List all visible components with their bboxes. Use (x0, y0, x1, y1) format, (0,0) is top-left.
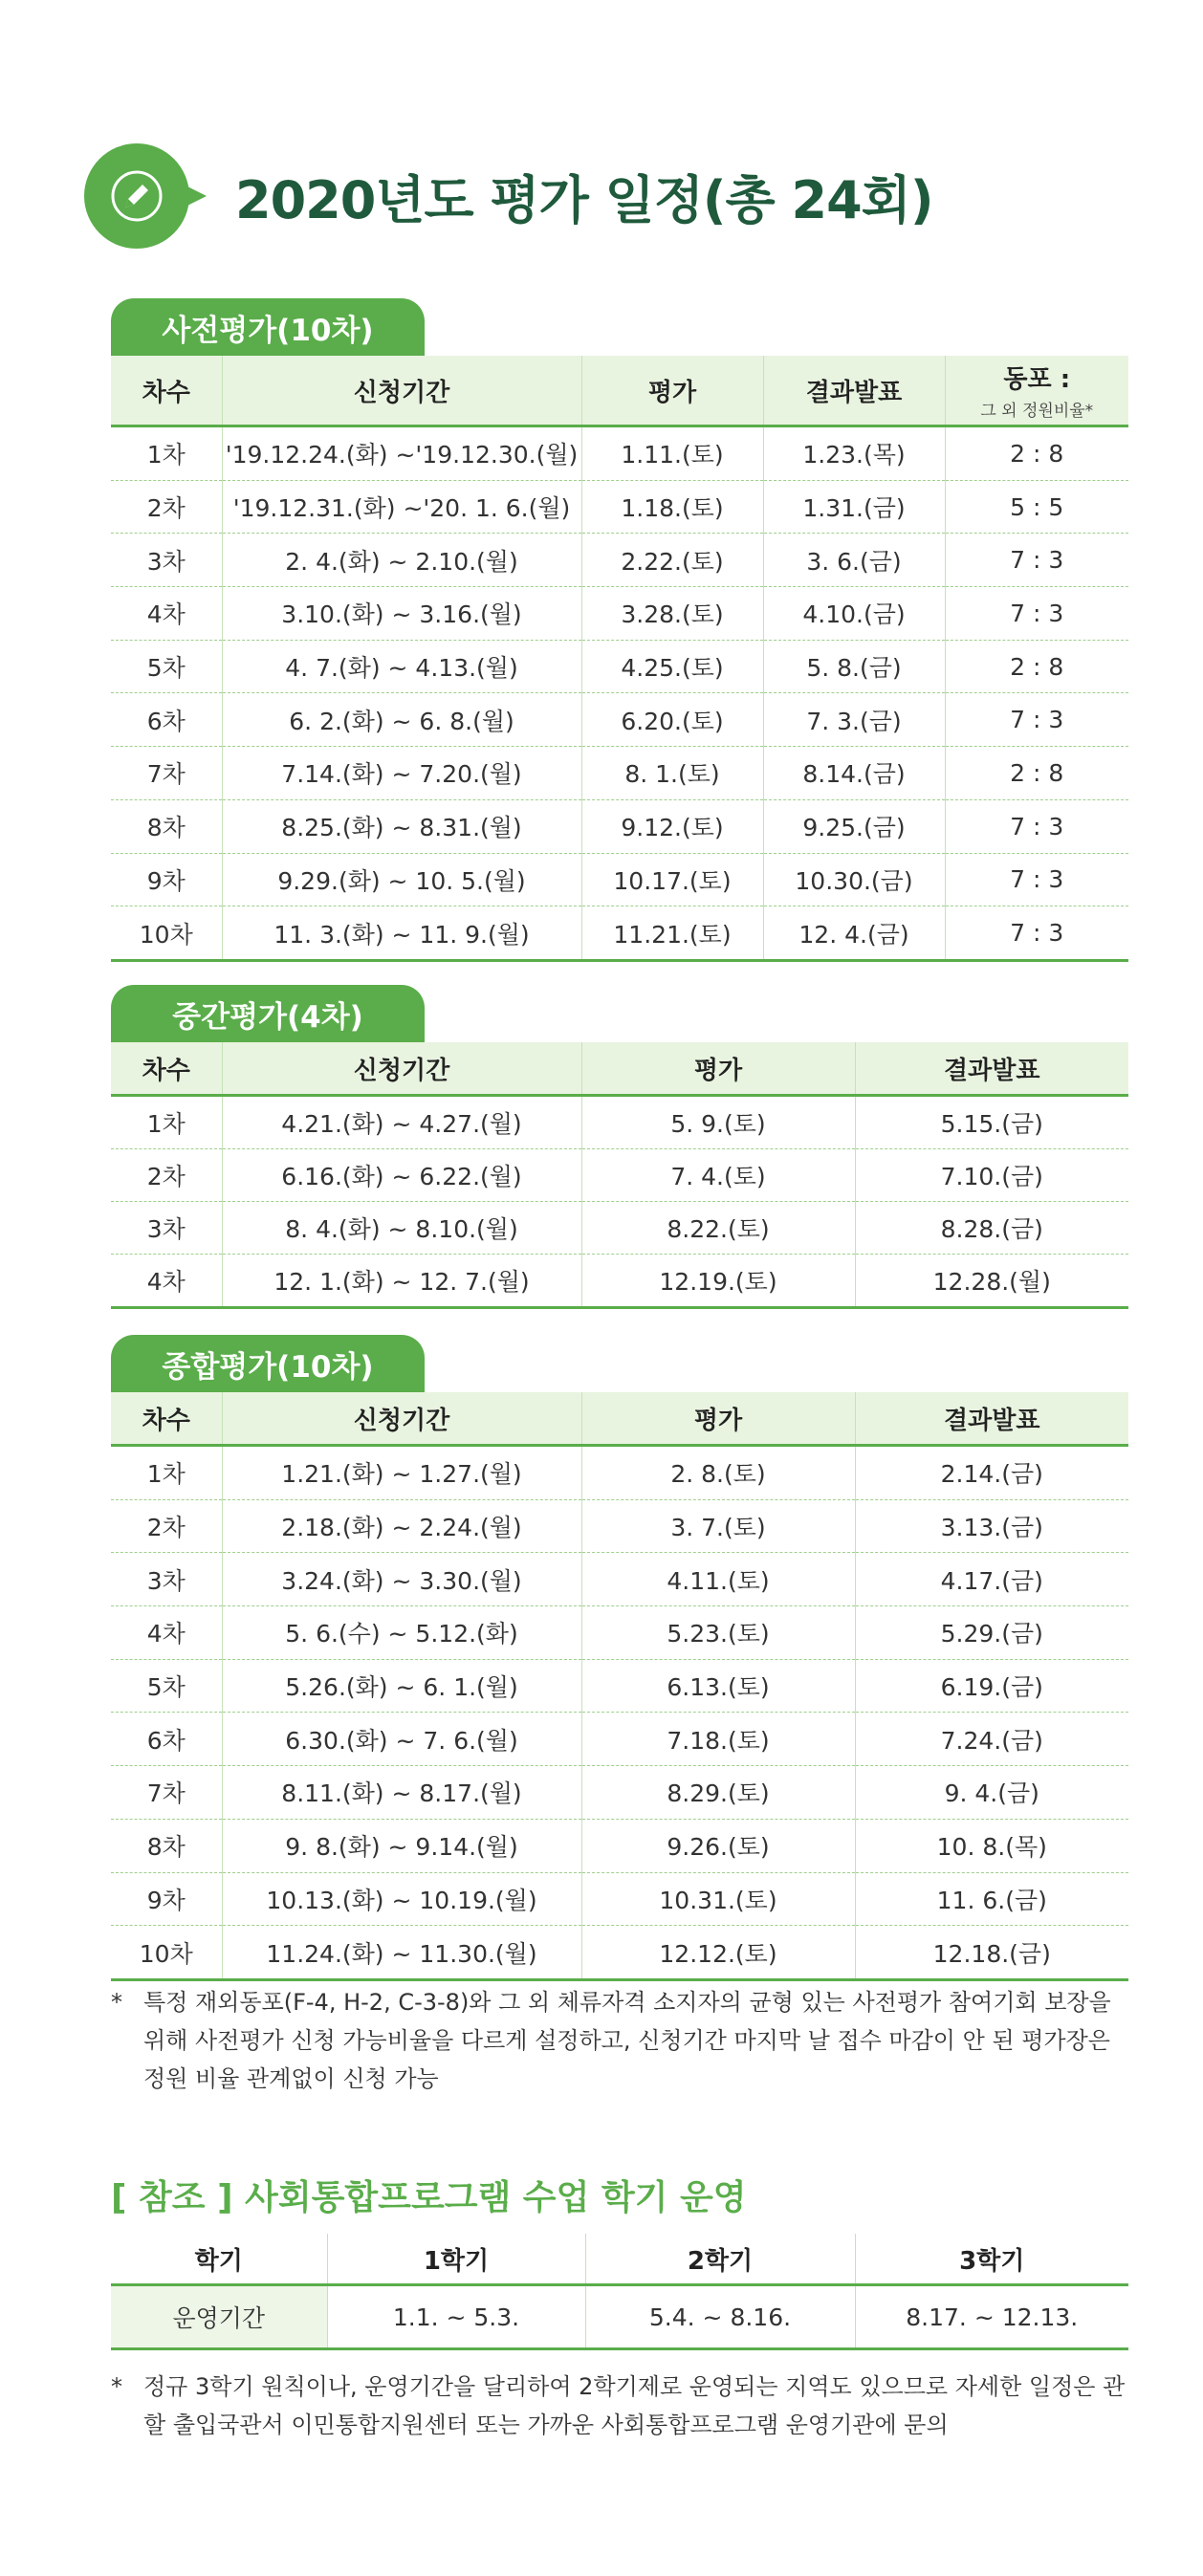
col-round: 차수 (111, 356, 222, 426)
col-period: 신청기간 (222, 356, 581, 426)
cell-period: 6. 2.(화) ~ 6. 8.(월) (222, 693, 581, 747)
col-eval: 평가 (581, 1392, 855, 1446)
table-row (111, 1499, 1128, 1553)
cell-eval: 9.26.(토) (581, 1819, 855, 1872)
cell-period: '19.12.24.(화) ~'19.12.30.(월) (222, 426, 581, 481)
cell-round: 9차 (111, 853, 222, 906)
table-row (111, 1659, 1128, 1713)
table-header-row (111, 1392, 1128, 1446)
cell-round: 2차 (111, 480, 222, 534)
cell-period: 6.16.(화) ~ 6.22.(월) (222, 1149, 581, 1202)
cell-period: 5. 6.(수) ~ 5.12.(화) (222, 1606, 581, 1660)
table-row (111, 693, 1128, 747)
term-3-period: 8.17. ~ 12.13. (855, 2285, 1128, 2349)
cell-ratio: 7 : 3 (945, 534, 1128, 587)
cell-period: 9. 8.(화) ~ 9.14.(월) (222, 1819, 581, 1872)
footnote-text: 특정 재외동포(F-4, H-2, C-3-8)와 그 외 체류자격 소지자의 균형 있는 사전평가 참여기회 보장을 위해 사전평가 신청 가능비율을 다르게 설정하고, 신청기간 마지막 날 접수 마감이 안 된 평가장은 정원 비율 관계없이 신청 가능 (143, 1989, 1111, 2092)
cell-period: 7.14.(화) ~ 7.20.(월) (222, 747, 581, 800)
col-ratio-sub: 그 외 정원비율* (980, 402, 1094, 421)
cell-round: 8차 (111, 799, 222, 853)
col-round: 차수 (111, 1042, 222, 1096)
col-term-3: 3학기 (855, 2234, 1128, 2285)
cell-eval: 2. 8.(토) (581, 1446, 855, 1500)
pre-eval-table (111, 356, 1128, 962)
cell-round: 1차 (111, 426, 222, 481)
col-result: 결과발표 (763, 356, 945, 426)
cell-round: 4차 (111, 1606, 222, 1660)
term-1-period: 1.1. ~ 5.3. (327, 2285, 585, 2349)
page-header (84, 143, 933, 249)
cell-result: 3. 6.(금) (763, 534, 945, 587)
cell-ratio: 7 : 3 (945, 587, 1128, 641)
cell-result: 1.31.(금) (763, 480, 945, 534)
table-row (111, 1926, 1128, 1980)
table-row (111, 480, 1128, 534)
table-row (111, 534, 1128, 587)
pencil-icon (84, 143, 189, 249)
cell-period: 6.30.(화) ~ 7. 6.(월) (222, 1713, 581, 1766)
table-row (111, 799, 1128, 853)
cell-result: 5.15.(금) (855, 1096, 1128, 1149)
cell-result: 12.18.(금) (855, 1926, 1128, 1980)
cell-period: 1.21.(화) ~ 1.27.(월) (222, 1446, 581, 1500)
col-term-2: 2학기 (585, 2234, 855, 2285)
table-row (111, 1096, 1128, 1149)
cell-period: 8.25.(화) ~ 8.31.(월) (222, 799, 581, 853)
cell-round: 6차 (111, 1713, 222, 1766)
table-row (111, 1766, 1128, 1820)
table-row (111, 906, 1128, 961)
cell-ratio: 7 : 3 (945, 799, 1128, 853)
reference-title: [ 참조 ] 사회통합프로그램 수업 학기 운영 (111, 2178, 747, 2217)
cell-ratio: 2 : 8 (945, 426, 1128, 481)
cell-round: 3차 (111, 1553, 222, 1606)
cell-eval: 7. 4.(토) (581, 1149, 855, 1202)
footnote-text: 정규 3학기 원칙이나, 운영기간을 달리하여 2학기제로 운영되는 지역도 있으므로 자세한 일정은 관할 출입국관서 이민통합지원센터 또는 가까운 사회통합프로그램 운영기관에 문의 (143, 2373, 1126, 2438)
cell-ratio: 7 : 3 (945, 853, 1128, 906)
cell-result: 12. 4.(금) (763, 906, 945, 961)
cell-eval: 7.18.(토) (581, 1713, 855, 1766)
table-header-row (111, 1042, 1128, 1096)
cell-period: 3.10.(화) ~ 3.16.(월) (222, 587, 581, 641)
mid-eval-tab: 중간평가(4차) (111, 985, 425, 1042)
cell-result: 9.25.(금) (763, 799, 945, 853)
final-eval-table (111, 1392, 1128, 1981)
col-term: 학기 (111, 2234, 327, 2285)
cell-eval: 8. 1.(토) (581, 747, 763, 800)
cell-eval: 8.22.(토) (581, 1202, 855, 1255)
cell-eval: 6.20.(토) (581, 693, 763, 747)
cell-ratio: 2 : 8 (945, 640, 1128, 693)
cell-result: 2.14.(금) (855, 1446, 1128, 1500)
cell-ratio: 2 : 8 (945, 747, 1128, 800)
final-eval-tab: 종합평가(10차) (111, 1335, 425, 1392)
cell-eval: 9.12.(토) (581, 799, 763, 853)
cell-period: 11. 3.(화) ~ 11. 9.(월) (222, 906, 581, 961)
col-period: 신청기간 (222, 1392, 581, 1446)
cell-eval: 11.21.(토) (581, 906, 763, 961)
cell-eval: 3. 7.(토) (581, 1499, 855, 1553)
cell-period: 4.21.(화) ~ 4.27.(월) (222, 1096, 581, 1149)
cell-round: 7차 (111, 1766, 222, 1820)
cell-ratio: 7 : 3 (945, 906, 1128, 961)
cell-result: 1.23.(목) (763, 426, 945, 481)
table-row (111, 1713, 1128, 1766)
col-result: 결과발표 (855, 1392, 1128, 1446)
cell-eval: 5. 9.(토) (581, 1096, 855, 1149)
cell-period: 3.24.(화) ~ 3.30.(월) (222, 1553, 581, 1606)
cell-result: 9. 4.(금) (855, 1766, 1128, 1820)
cell-ratio: 7 : 3 (945, 693, 1128, 747)
table-row (111, 1819, 1128, 1872)
cell-round: 2차 (111, 1149, 222, 1202)
col-term-1: 1학기 (327, 2234, 585, 2285)
table-row (111, 747, 1128, 800)
cell-round: 7차 (111, 747, 222, 800)
table-row (111, 1553, 1128, 1606)
cell-result: 7.10.(금) (855, 1149, 1128, 1202)
cell-eval: 4.11.(토) (581, 1553, 855, 1606)
cell-eval: 12.19.(토) (581, 1255, 855, 1308)
footnote-mark: * (111, 2373, 122, 2400)
cell-period: 4. 7.(화) ~ 4.13.(월) (222, 640, 581, 693)
col-ratio-main: 동포 : (1003, 365, 1071, 394)
pre-eval-tab: 사전평가(10차) (111, 298, 425, 356)
cell-period: 2. 4.(화) ~ 2.10.(월) (222, 534, 581, 587)
footnote-ratio (111, 1983, 1134, 2098)
cell-period: 11.24.(화) ~ 11.30.(월) (222, 1926, 581, 1980)
col-eval: 평가 (581, 356, 763, 426)
col-eval: 평가 (581, 1042, 855, 1096)
cell-round: 5차 (111, 640, 222, 693)
cell-round: 8차 (111, 1819, 222, 1872)
cell-round: 5차 (111, 1659, 222, 1713)
table-row (111, 640, 1128, 693)
cell-round: 6차 (111, 693, 222, 747)
cell-period: '19.12.31.(화) ~'20. 1. 6.(월) (222, 480, 581, 534)
table-row (111, 1202, 1128, 1255)
cell-round: 3차 (111, 1202, 222, 1255)
cell-period: 12. 1.(화) ~ 12. 7.(월) (222, 1255, 581, 1308)
table-row (111, 1255, 1128, 1308)
cell-result: 8.28.(금) (855, 1202, 1128, 1255)
cell-result: 12.28.(월) (855, 1255, 1128, 1308)
col-round: 차수 (111, 1392, 222, 1446)
cell-result: 8.14.(금) (763, 747, 945, 800)
cell-round: 3차 (111, 534, 222, 587)
cell-round: 10차 (111, 1926, 222, 1980)
term-2-period: 5.4. ~ 8.16. (585, 2285, 855, 2349)
cell-eval: 10.31.(토) (581, 1872, 855, 1926)
cell-result: 6.19.(금) (855, 1659, 1128, 1713)
cell-eval: 2.22.(토) (581, 534, 763, 587)
cell-round: 4차 (111, 587, 222, 641)
cell-ratio: 5 : 5 (945, 480, 1128, 534)
table-row (111, 587, 1128, 641)
term-table (111, 2234, 1128, 2350)
table-row (111, 853, 1128, 906)
footnote-mark: * (111, 1989, 122, 2016)
cell-period: 5.26.(화) ~ 6. 1.(월) (222, 1659, 581, 1713)
table-row (111, 1446, 1128, 1500)
cell-eval: 12.12.(토) (581, 1926, 855, 1980)
table-row (111, 1872, 1128, 1926)
cell-round: 10차 (111, 906, 222, 961)
cell-result: 7.24.(금) (855, 1713, 1128, 1766)
col-period: 신청기간 (222, 1042, 581, 1096)
cell-round: 1차 (111, 1446, 222, 1500)
cell-eval: 6.13.(토) (581, 1659, 855, 1713)
mid-eval-table (111, 1042, 1128, 1309)
table-row (111, 2285, 1128, 2349)
table-row (111, 426, 1128, 481)
cell-result: 11. 6.(금) (855, 1872, 1128, 1926)
cell-round: 2차 (111, 1499, 222, 1553)
col-result: 결과발표 (855, 1042, 1128, 1096)
cell-eval: 10.17.(토) (581, 853, 763, 906)
cell-round: 4차 (111, 1255, 222, 1308)
cell-eval: 3.28.(토) (581, 587, 763, 641)
cell-period: 9.29.(화) ~ 10. 5.(월) (222, 853, 581, 906)
cell-result: 10.30.(금) (763, 853, 945, 906)
cell-result: 3.13.(금) (855, 1499, 1128, 1553)
cell-result: 5. 8.(금) (763, 640, 945, 693)
page-title: 2020년도 평가 일정(총 24회) (235, 169, 933, 230)
cell-round: 9차 (111, 1872, 222, 1926)
cell-period: 2.18.(화) ~ 2.24.(월) (222, 1499, 581, 1553)
footnote-terms (111, 2368, 1134, 2444)
table-row (111, 1149, 1128, 1202)
cell-eval: 5.23.(토) (581, 1606, 855, 1660)
cell-result: 5.29.(금) (855, 1606, 1128, 1660)
cell-eval: 8.29.(토) (581, 1766, 855, 1820)
row-label: 운영기간 (111, 2285, 327, 2349)
cell-period: 8.11.(화) ~ 8.17.(월) (222, 1766, 581, 1820)
cell-result: 4.17.(금) (855, 1553, 1128, 1606)
table-header-row (111, 2234, 1128, 2285)
cell-eval: 4.25.(토) (581, 640, 763, 693)
cell-eval: 1.18.(토) (581, 480, 763, 534)
cell-result: 7. 3.(금) (763, 693, 945, 747)
table-header-row (111, 356, 1128, 426)
cell-period: 8. 4.(화) ~ 8.10.(월) (222, 1202, 581, 1255)
cell-round: 1차 (111, 1096, 222, 1149)
cell-result: 10. 8.(목) (855, 1819, 1128, 1872)
cell-result: 4.10.(금) (763, 587, 945, 641)
table-row (111, 1606, 1128, 1660)
cell-period: 10.13.(화) ~ 10.19.(월) (222, 1872, 581, 1926)
cell-eval: 1.11.(토) (581, 426, 763, 481)
col-ratio (945, 356, 1128, 426)
